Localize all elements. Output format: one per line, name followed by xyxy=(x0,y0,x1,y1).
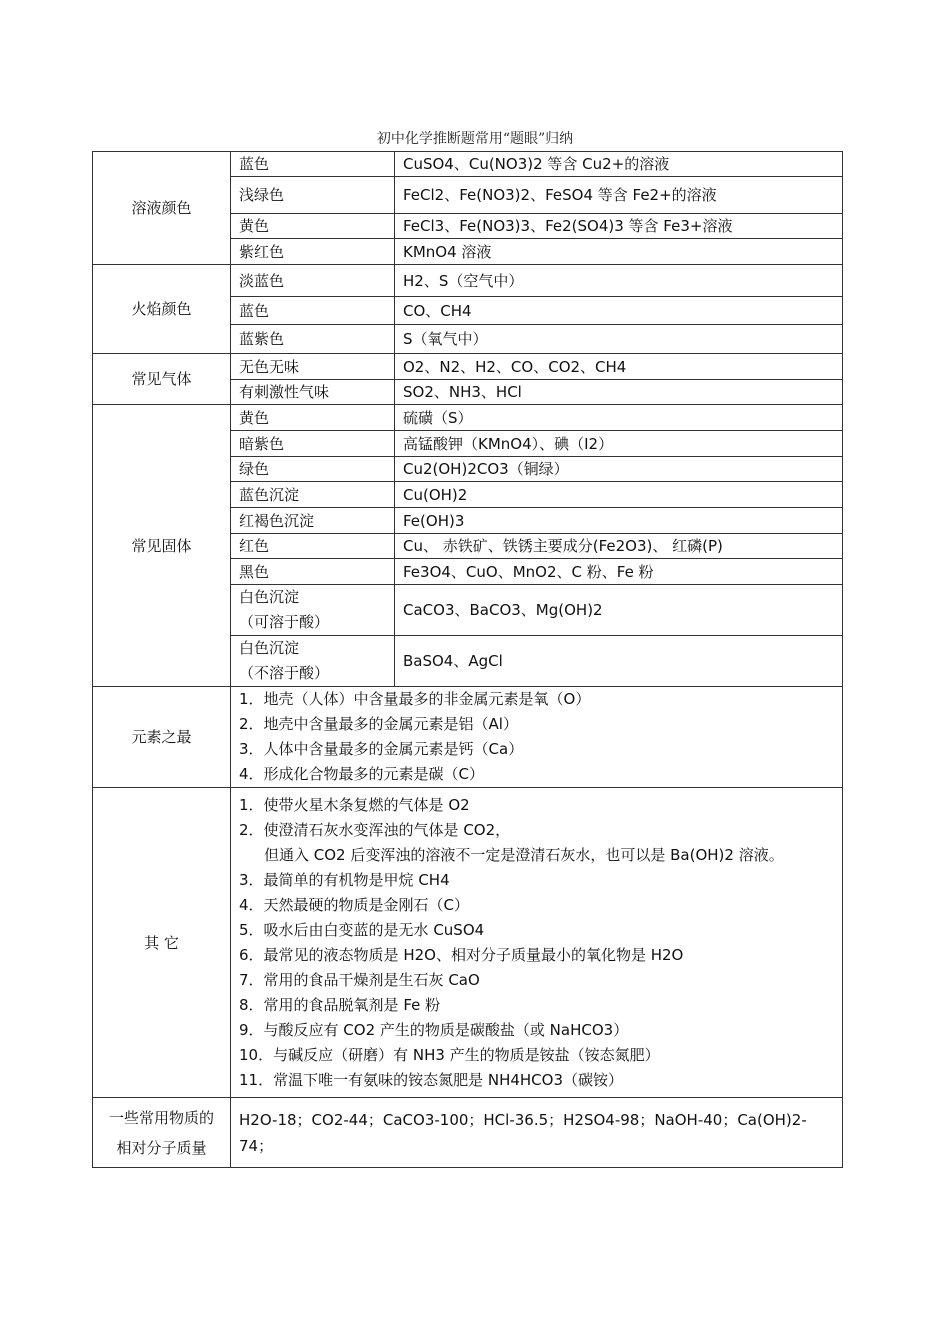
row-key: 暗紫色 xyxy=(231,431,395,457)
list-item: 11．常温下唯一有氨味的铵态氮肥是 NH4HCO3（碳铵） xyxy=(239,1070,624,1089)
row-key: 蓝色沉淀 xyxy=(231,482,395,508)
row-key: 无色无味 xyxy=(231,354,395,380)
list-item: 1．地壳（人体）中含量最多的非金属元素是氧（O） xyxy=(239,690,591,708)
row-key: 浅绿色 xyxy=(231,177,395,214)
row-value: 硫磺（S） xyxy=(395,405,843,431)
row-value: Cu2(OH)2CO3（铜绿） xyxy=(395,457,843,482)
row-value: CaCO3、BaCO3、Mg(OH)2 xyxy=(395,585,843,636)
list-item: 9．与酸反应有 CO2 产生的物质是碳酸盐（或 NaHCO3） xyxy=(239,1020,629,1039)
list-item: 5．吸水后由白变蓝的是无水 CuSO4 xyxy=(239,920,485,939)
row-key-line: 白色沉淀 xyxy=(239,588,300,606)
row-value: Cu、 赤铁矿、铁锈主要成分(Fe2O3)、 红磷(P) xyxy=(395,534,843,559)
row-value: FeCl2、Fe(NO3)2、FeSO4 等含 Fe2+的溶液 xyxy=(395,177,843,214)
table-row xyxy=(93,405,843,431)
list-item: 3．人体中含量最多的金属元素是钙（Ca） xyxy=(239,740,524,758)
row-value: KMnO4 溶液 xyxy=(395,239,843,265)
list-item: 8．常用的食品脱氧剂是 Fe 粉 xyxy=(239,995,441,1014)
row-key: 蓝色 xyxy=(231,297,395,325)
row-value: BaSO4、AgCl xyxy=(395,636,843,687)
table-row xyxy=(93,1098,843,1168)
row-key: 黄色 xyxy=(231,405,395,431)
row-key: 紫红色 xyxy=(231,239,395,265)
row-value: SO2、NH3、HCl xyxy=(395,380,843,405)
list-item: 7．常用的食品干燥剂是生石灰 CaO xyxy=(239,970,480,989)
row-key: 黑色 xyxy=(231,559,395,585)
molar-mass-values: H2O-18；CO2-44；CaCO3-100；HCl-36.5；H2SO4-98；NaOH-40；Ca(OH)2-74； xyxy=(231,1098,843,1168)
row-key: 有刺激性气味 xyxy=(231,380,395,405)
category-common-gas: 常见气体 xyxy=(93,354,231,405)
row-key xyxy=(231,636,395,687)
row-value: Fe(OH)3 xyxy=(395,508,843,534)
row-key: 黄色 xyxy=(231,214,395,239)
category-solution-color: 溶液颜色 xyxy=(93,152,231,265)
list-item: 10．与碱反应（研磨）有 NH3 产生的物质是铵盐（铵态氮肥） xyxy=(239,1045,660,1064)
row-value: O2、N2、H2、CO、CO2、CH4 xyxy=(395,354,843,380)
row-value: S（氧气中） xyxy=(395,325,843,354)
row-key-line: （可溶于酸） xyxy=(239,613,330,631)
row-key-line: 白色沉淀 xyxy=(239,639,300,657)
category-molar-mass xyxy=(93,1098,231,1168)
row-key: 蓝色 xyxy=(231,152,395,177)
row-key xyxy=(231,585,395,636)
row-key: 蓝紫色 xyxy=(231,325,395,354)
category-label-line: 相对分子质量 xyxy=(116,1138,207,1157)
others-list xyxy=(231,788,843,1098)
row-key: 红色 xyxy=(231,534,395,559)
list-item: 2．使澄清石灰水变浑浊的气体是 CO2， xyxy=(239,820,511,839)
row-value: CO、CH4 xyxy=(395,297,843,325)
list-item: 2．地壳中含量最多的金属元素是铝（Al） xyxy=(239,715,518,733)
row-key: 淡蓝色 xyxy=(231,265,395,297)
table-row xyxy=(93,687,843,788)
category-others: 其 它 xyxy=(93,788,231,1098)
row-value: H2、S（空气中） xyxy=(395,265,843,297)
row-key: 红褐色沉淀 xyxy=(231,508,395,534)
list-item: 4．天然最硬的物质是金刚石（C） xyxy=(239,895,470,914)
row-value: 高锰酸钾（KMnO4）、碘（I2） xyxy=(395,431,843,457)
row-value: Fe3O4、CuO、MnO2、C 粉、Fe 粉 xyxy=(395,559,843,585)
page-title: 初中化学推断题常用“题眼”归纳 xyxy=(376,131,574,147)
category-label-line: 一些常用物质的 xyxy=(108,1108,214,1127)
category-flame-color: 火焰颜色 xyxy=(93,265,231,354)
table-row xyxy=(93,788,843,1098)
list-item-continuation: 但通入 CO2 后变浑浊的溶液不一定是澄清石灰水，也可以是 Ba(OH)2 溶液。 xyxy=(264,845,784,864)
list-item: 3．最简单的有机物是甲烷 CH4 xyxy=(239,870,450,889)
category-common-solid: 常见固体 xyxy=(93,405,231,687)
table-row xyxy=(93,354,843,380)
row-value: Cu(OH)2 xyxy=(395,482,843,508)
table-row xyxy=(93,152,843,177)
category-element-most: 元素之最 xyxy=(93,687,231,788)
table-row xyxy=(93,265,843,297)
row-value: FeCl3、Fe(NO3)3、Fe2(SO4)3 等含 Fe3+溶液 xyxy=(395,214,843,239)
summary-table xyxy=(92,151,843,1168)
row-key: 绿色 xyxy=(231,457,395,482)
element-most-list xyxy=(231,687,843,788)
list-item: 4．形成化合物最多的元素是碳（C） xyxy=(239,765,485,783)
row-key-line: （不溶于酸） xyxy=(239,664,330,682)
list-item: 1．使带火星木条复燃的气体是 O2 xyxy=(239,795,470,814)
row-value: CuSO4、Cu(NO3)2 等含 Cu2+的溶液 xyxy=(395,152,843,177)
list-item: 6．最常见的液态物质是 H2O、相对分子质量最小的氧化物是 H2O xyxy=(239,945,684,964)
